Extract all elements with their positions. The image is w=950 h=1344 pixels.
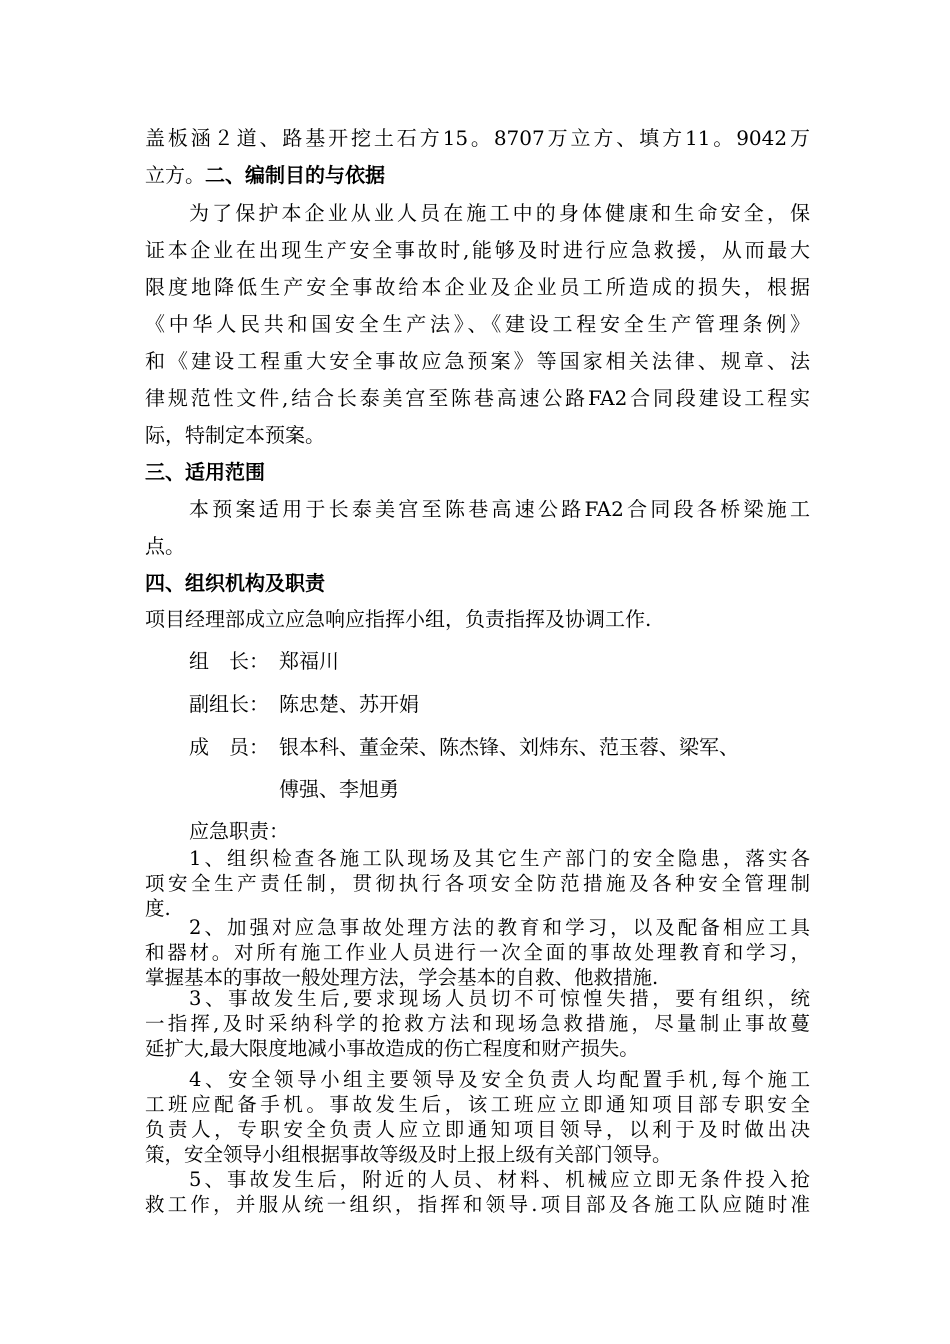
purpose-line-4: 《中华人民共和国安全生产法》、《建设工程安全生产管理条例》 xyxy=(145,312,810,336)
section-heading-scope: 三、适用范围 xyxy=(145,460,265,484)
duty-2-line-2: 和器材。对所有施工作业人员进行一次全面的事故处理教育和学习， xyxy=(145,941,810,964)
duty-5-line-2: 救工作，并服从统一组织，指挥和领导.项目部及各施工队应随时准 xyxy=(145,1193,810,1216)
intro-line-2 xyxy=(145,163,810,187)
leader-name: 郑福川 xyxy=(279,649,339,673)
members-line-2: 傅强、李旭勇 xyxy=(279,777,399,801)
duty-1-line-3: 度. xyxy=(145,897,171,920)
leader-label: 组 长： xyxy=(189,649,269,673)
intro-line-1: 盖板涵２道、路基开挖土石方15。8707万立方、填方11。9042万 xyxy=(145,126,810,150)
duty-2-line-1: 2、加强对应急事故处理方法的教育和学习，以及配备相应工具 xyxy=(189,916,810,939)
purpose-line-3: 限度地降低生产安全事故给本企业及企业员工所造成的损失，根据 xyxy=(145,275,810,299)
deputy-label: 副组长： xyxy=(189,692,269,716)
duty-2-line-3: 掌握基本的事故一般处理方法，学会基本的自救、他救措施. xyxy=(145,966,659,989)
duty-3-line-2: 一指挥,及时采纳科学的抢救方法和现场急救措施，尽量制止事故蔓 xyxy=(145,1012,810,1035)
purpose-line-2: 证本企业在出现生产安全事故时,能够及时进行应急救援，从而最大 xyxy=(145,238,810,262)
duty-4-line-3: 负责人，专职安全负责人应立即通知项目领导，以利于及时做出决 xyxy=(145,1118,810,1141)
duty-1-line-1: 1、组织检查各施工队现场及其它生产部门的安全隐患，落实各 xyxy=(189,847,810,870)
purpose-line-6: 律规范性文件,结合长泰美宫至陈巷高速公路FA2合同段建设工程实 xyxy=(145,386,810,410)
section-heading-org: 四、组织机构及职责 xyxy=(145,571,325,595)
scope-line-2: 点。 xyxy=(145,534,185,558)
duty-3-line-3: 延扩大,最大限度地减小事故造成的伤亡程度和财产损失。 xyxy=(145,1037,639,1060)
duty-4-line-1: 4、安全领导小组主要领导及安全负责人均配置手机,每个施工 xyxy=(189,1068,810,1091)
duty-1-line-2: 项安全生产责任制，贯彻执行各项安全防范措施及各种安全管理制 xyxy=(145,872,810,895)
section-heading-purpose: 二、编制目的与依据 xyxy=(205,163,385,187)
scope-line-1: 本预案适用于长泰美宫至陈巷高速公路FA2合同段各桥梁施工 xyxy=(189,497,810,521)
duty-4-line-4: 策，安全领导小组根据事故等级及时上报上级有关部门领导。 xyxy=(145,1143,672,1166)
org-intro: 项目经理部成立应急响应指挥小组，负责指挥及协调工作. xyxy=(145,607,652,631)
members-label: 成 员： xyxy=(189,735,269,759)
duty-3-line-1: 3、事故发生后,要求现场人员切不可惊惶失措，要有组织，统 xyxy=(189,987,810,1010)
purpose-line-5: 和《建设工程重大安全事故应急预案》等国家相关法律、规章、法 xyxy=(145,349,810,373)
purpose-line-1: 为了保护本企业从业人员在施工中的身体健康和生命安全，保 xyxy=(189,201,810,225)
members-line-1: 银本科、董金荣、陈杰锋、刘炜东、范玉蓉、梁军、 xyxy=(279,735,739,759)
intro-line-2-text: 立方。 xyxy=(145,163,205,187)
duty-4-line-2: 工班应配备手机。事故发生后，该工班应立即通知项目部专职安全 xyxy=(145,1093,810,1116)
duties-title: 应急职责： xyxy=(189,819,289,843)
duty-5-line-1: 5、事故发生后，附近的人员、材料、机械应立即无条件投入抢 xyxy=(189,1168,810,1191)
deputy-names: 陈忠楚、苏开娟 xyxy=(279,692,419,716)
purpose-line-7: 际，特制定本预案。 xyxy=(145,423,325,447)
